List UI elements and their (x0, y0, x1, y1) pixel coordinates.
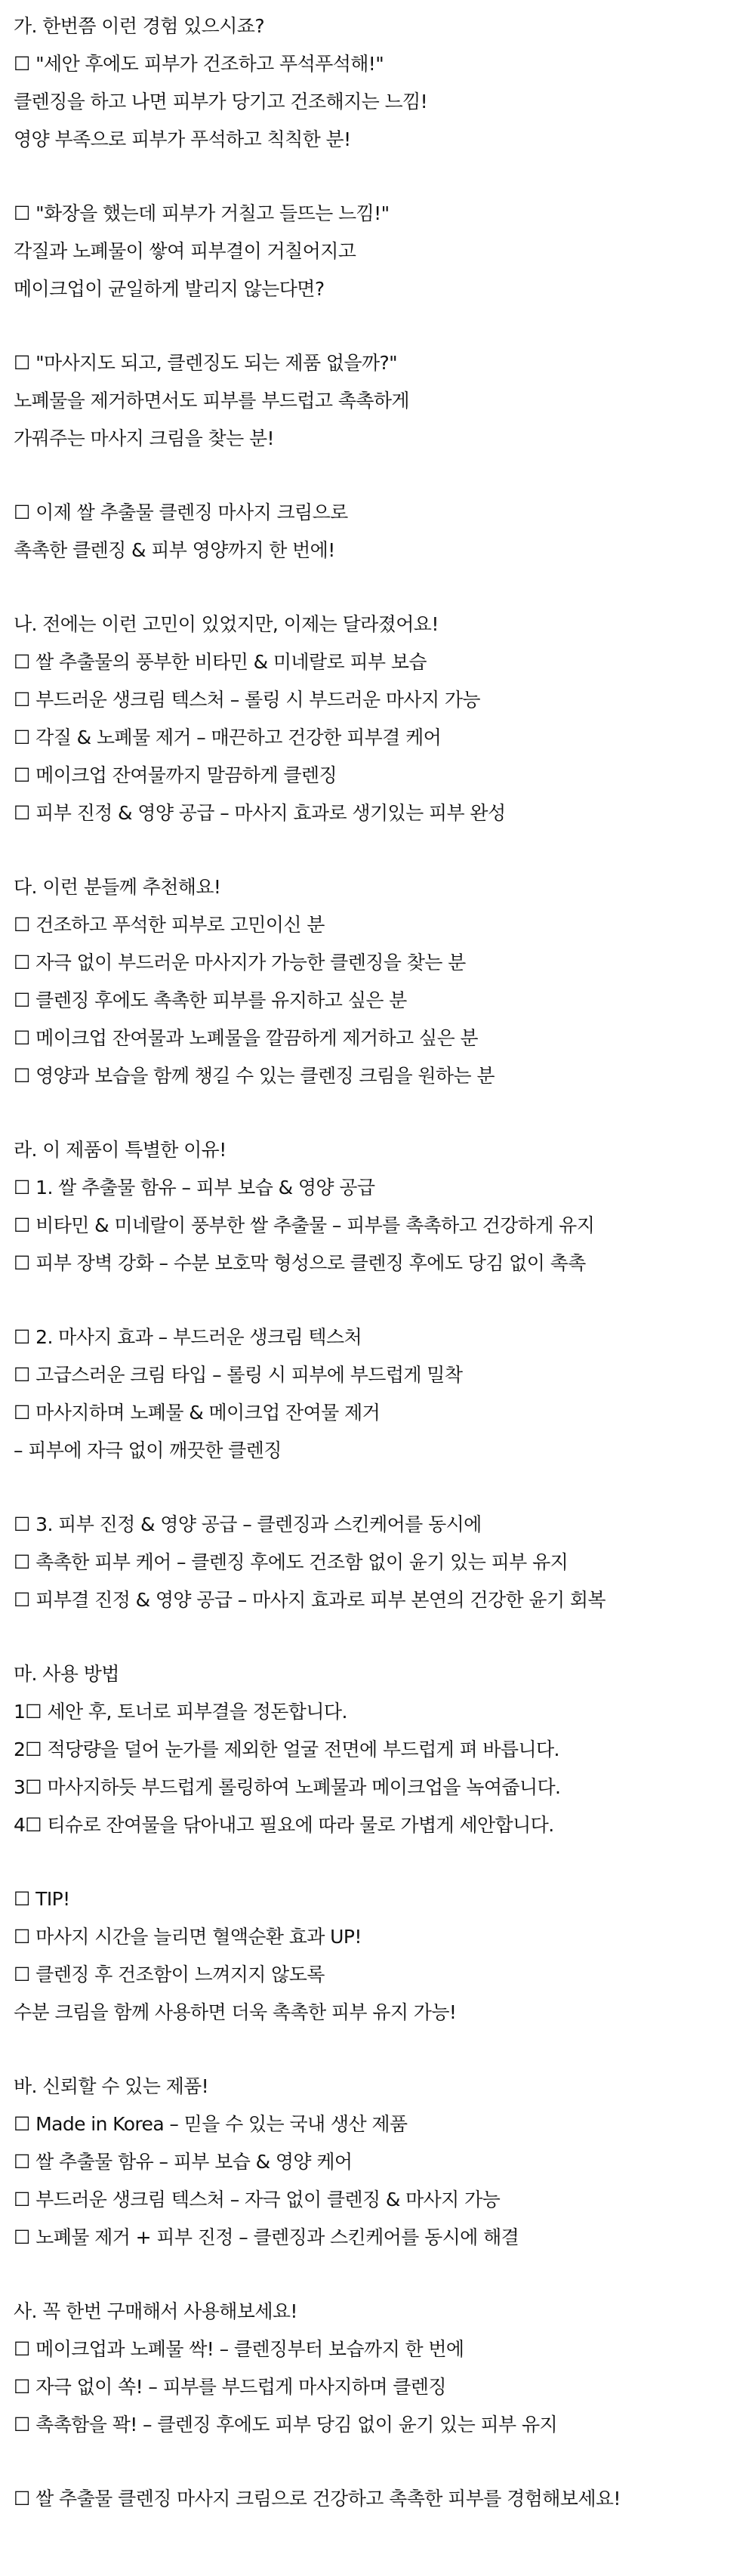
checkbox-line: ☐ 부드러운 생크림 텍스처 – 롤링 시 부드러운 마사지 가능 (14, 689, 480, 711)
checkbox-line: ☐ 촉촉한 피부 케어 – 클렌징 후에도 건조함 없이 윤기 있는 피부 유지 (14, 1551, 569, 1573)
closing-line: ☐ 쌀 추출물 클렌징 마사지 크림으로 건강하고 촉촉한 피부를 경험해보세요! (14, 2488, 621, 2510)
section-heading: 다. 이런 분들께 추천해요! (14, 876, 221, 898)
usage-step: 1☐ 세안 후, 토너로 피부결을 정돈합니다. (14, 1701, 347, 1723)
section-na-benefits (14, 606, 747, 832)
section-ra-soothing (14, 1506, 747, 1619)
section-sa-purchase (14, 2293, 747, 2444)
checkbox-line: ☐ 메이크업 잔여물과 노폐물을 깔끔하게 제거하고 싶은 분 (14, 1027, 478, 1049)
checkbox-quote-line: ☐ "세안 후에도 피부가 건조하고 푸석푸석해!" (14, 53, 384, 75)
section-heading: 가. 한번쯤 이런 경험 있으시죠? (14, 15, 265, 37)
checkbox-line: ☐ 쌀 추출물 함유 – 피부 보습 & 영양 케어 (14, 2151, 353, 2173)
checkbox-line: ☐ 메이크업과 노폐물 싹! – 클렌징부터 보습까지 한 번에 (14, 2338, 464, 2360)
checkbox-line: ☐ 부드러운 생크림 텍스처 – 자극 없이 클렌징 & 마사지 가능 (14, 2189, 501, 2210)
checkbox-quote-line: ☐ "화장을 했는데 피부가 거칠고 들뜨는 느낌!" (14, 202, 390, 224)
text-line: 영양 부족으로 피부가 푸석하고 칙칙한 분! (14, 128, 351, 150)
section-ra-special (14, 1131, 747, 1282)
section-heading: 마. 사용 방법 (14, 1663, 119, 1685)
checkbox-line: ☐ 마사지 시간을 늘리면 혈액순환 효과 UP! (14, 1926, 362, 1948)
checkbox-line: ☐ 피부 장벽 강화 – 수분 보호막 형성으로 클렌징 후에도 당김 없이 촉촉 (14, 1252, 586, 1274)
checkbox-line: ☐ 피부 진정 & 영양 공급 – 마사지 효과로 생기있는 피부 완성 (14, 802, 506, 824)
checkbox-line: ☐ 클렌징 후에도 촉촉한 피부를 유지하고 싶은 분 (14, 989, 407, 1011)
checkbox-line: ☐ 자극 없이 쏙! – 피부를 부드럽게 마사지하며 클렌징 (14, 2376, 446, 2398)
checkbox-line: ☐ 1. 쌀 추출물 함유 – 피부 보습 & 영양 공급 (14, 1177, 375, 1199)
section-ga-experience (14, 8, 747, 159)
section-ma-usage (14, 1655, 747, 1844)
section-massage-concern (14, 344, 747, 458)
checkbox-line: ☐ 건조하고 푸석한 피부로 고민이신 분 (14, 914, 325, 936)
checkbox-line: ☐ 이제 쌀 추출물 클렌징 마사지 크림으로 (14, 501, 348, 523)
checkbox-quote-line: ☐ "마사지도 되고, 클렌징도 되는 제품 없을까?" (14, 352, 398, 374)
section-heading: 바. 신뢰할 수 있는 제품! (14, 2075, 209, 2097)
checkbox-line: ☐ 촉촉함을 꽉! – 클렌징 후에도 피부 당김 없이 윤기 있는 피부 유지 (14, 2414, 558, 2436)
checkbox-line: ☐ 2. 마사지 효과 – 부드러운 생크림 텍스처 (14, 1326, 362, 1348)
checkbox-line: ☐ 고급스러운 크림 타입 – 롤링 시 피부에 부드럽게 밀착 (14, 1364, 463, 1386)
tip-heading: ☐ TIP! (14, 1888, 70, 1910)
text-line: – 피부에 자극 없이 깨끗한 클렌징 (14, 1439, 282, 1461)
checkbox-line: ☐ 메이크업 잔여물까지 말끔하게 클렌징 (14, 764, 337, 786)
section-tip (14, 1880, 747, 2031)
usage-step: 3☐ 마사지하듯 부드럽게 롤링하여 노폐물과 메이크업을 녹여줍니다. (14, 1776, 561, 1798)
checkbox-line: ☐ 영양과 보습을 함께 챙길 수 있는 클렌징 크림을 원하는 분 (14, 1065, 495, 1087)
section-heading: 사. 꼭 한번 구매해서 사용해보세요! (14, 2300, 297, 2322)
checkbox-line: ☐ Made in Korea – 믿을 수 있는 국내 생산 제품 (14, 2113, 408, 2135)
text-line: 각질과 노폐물이 쌓여 피부결이 거칠어지고 (14, 240, 356, 262)
text-line: 메이크업이 균일하게 발리지 않는다면? (14, 278, 325, 300)
section-final-cta (14, 2480, 747, 2518)
section-heading: 라. 이 제품이 특별한 이유! (14, 1139, 226, 1161)
text-line: 가꿔주는 마사지 크림을 찾는 분! (14, 427, 274, 449)
section-ba-trust (14, 2068, 747, 2257)
section-da-recommend (14, 868, 747, 1095)
section-solution (14, 494, 747, 569)
text-line: 촉촉한 클렌징 & 피부 영양까지 한 번에! (14, 539, 335, 561)
section-ra-massage-effect (14, 1319, 747, 1470)
section-heading: 나. 전에는 이런 고민이 있었지만, 이제는 달라졌어요! (14, 613, 439, 635)
checkbox-line: ☐ 각질 & 노폐물 제거 – 매끈하고 건강한 피부결 케어 (14, 727, 442, 748)
usage-step: 4☐ 티슈로 잔여물을 닦아내고 필요에 따라 물로 가볍게 세안합니다. (14, 1814, 554, 1836)
usage-step: 2☐ 적당량을 덜어 눈가를 제외한 얼굴 전면에 부드럽게 펴 바릅니다. (14, 1738, 559, 1760)
text-line: 클렌징을 하고 나면 피부가 당기고 건조해지는 느낌! (14, 91, 428, 113)
checkbox-line: ☐ 클렌징 후 건조함이 느껴지지 않도록 (14, 1964, 325, 1985)
checkbox-line: ☐ 쌀 추출물의 풍부한 비타민 & 미네랄로 피부 보습 (14, 651, 427, 673)
checkbox-line: ☐ 노폐물 제거 + 피부 진정 – 클렌징과 스킨케어를 동시에 해결 (14, 2226, 519, 2248)
text-line: 노폐물을 제거하면서도 피부를 부드럽고 촉촉하게 (14, 390, 409, 412)
checkbox-line: ☐ 자극 없이 부드러운 마사지가 가능한 클렌징을 찾는 분 (14, 952, 466, 973)
checkbox-line: ☐ 피부결 진정 & 영양 공급 – 마사지 효과로 피부 본연의 건강한 윤기 회복 (14, 1589, 606, 1611)
section-makeup-concern (14, 195, 747, 308)
checkbox-line: ☐ 3. 피부 진정 & 영양 공급 – 클렌징과 스킨케어를 동시에 (14, 1513, 482, 1535)
checkbox-line: ☐ 비타민 & 미네랄이 풍부한 쌀 추출물 – 피부를 촉촉하고 건강하게 유지 (14, 1214, 595, 1236)
text-line: 수분 크림을 함께 사용하면 더욱 촉촉한 피부 유지 가능! (14, 2001, 457, 2023)
checkbox-line: ☐ 마사지하며 노폐물 & 메이크업 잔여물 제거 (14, 1402, 381, 1424)
